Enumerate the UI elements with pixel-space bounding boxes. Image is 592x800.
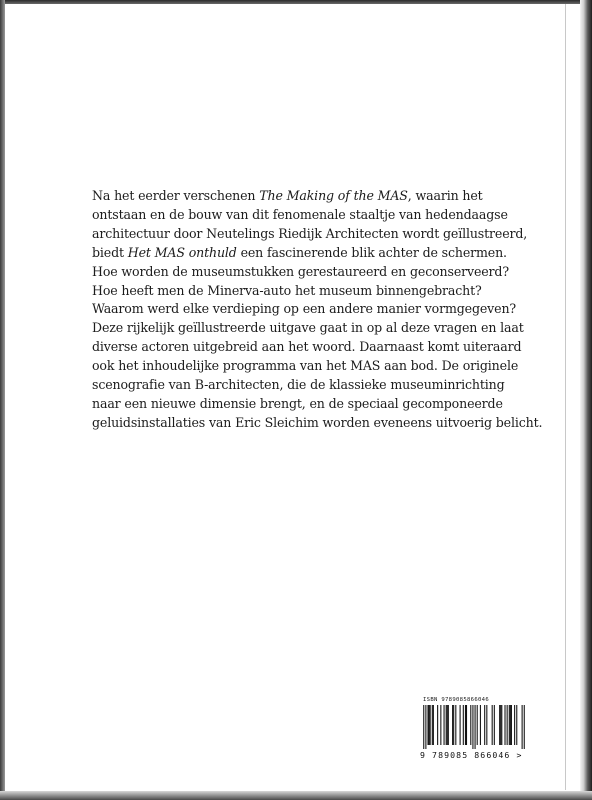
cover-bottom-edge [0,791,592,800]
blurb-line: scenografie van B-architecten, die de klassieke museuminrichting [92,377,505,393]
cover-spine-edge [580,0,592,800]
barcode-bar [437,705,438,745]
barcode-bar [463,705,464,745]
barcode-bar [514,705,515,745]
blurb-line: Hoe worden de museumstukken gerestaureerd en geconserveerd? [92,263,509,279]
barcode-bar [433,705,434,745]
blurb-line: Na het eerder verschenen The Making of the MAS, waarin het [92,188,483,203]
blurb-line: architectuur door Neutelings Riedijk Architecten wordt geïllustreerd, [92,225,528,241]
barcode-bar [440,705,441,745]
barcode-bar [423,705,424,749]
barcode-bar [447,705,448,745]
barcode-bar [509,705,510,745]
barcode-bar [501,705,502,745]
barcode-bar [452,705,453,745]
blurb-line: geluidsinstallaties van Eric Sleichim worden eveneens uitvoerig belicht. [92,414,543,430]
barcode-bar [446,705,447,745]
back-cover-blurb [92,187,543,433]
barcode-bar [465,705,466,745]
barcode-bars [420,705,528,749]
barcode-bar [472,705,473,749]
barcode-bar [504,705,505,745]
barcode-bar [475,705,476,749]
barcode-bar [524,705,525,749]
cover-fold-line [565,4,566,790]
isbn-label: ISBN 9789085866046 [423,697,490,703]
barcode-bar [455,705,456,745]
barcode-digits: 9 789085 866046 > [420,750,523,760]
barcode-bar [466,705,467,745]
barcode-bar [522,705,523,749]
isbn-barcode [420,697,530,760]
blurb-line: Waarom werd elke verdieping op een andere manier vormgegeven? [92,301,517,317]
blurb-line: naar een nieuwe dimensie brengt, en de speciaal gecomponeerde [92,395,503,411]
barcode-bar [486,705,487,745]
barcode-bar [444,705,445,745]
blurb-line: ook het inhoudelijke programma van het MAS aan bod. De originele [92,358,519,374]
barcode-bar [500,705,501,745]
blurb-line: biedt Het MAS onthuld een fascinerende blik achter de schermen. [92,244,507,260]
barcode-bar [470,705,471,745]
blurb-line: Deze rijkelijk geïllustreerde uitgave gaat in op al deze vragen en laat [92,320,524,336]
barcode-bar [453,705,454,745]
barcode-bar [499,705,500,745]
barcode-bar [427,705,428,745]
barcode-bar [448,705,449,745]
cover-left-edge [0,0,5,800]
barcode-bar [507,705,508,745]
barcode-bar [516,705,517,745]
blurb-line: diverse actoren uitgebreid aan het woord. Daarnaast komt uiteraard [92,339,522,355]
barcode-bar [430,705,431,745]
barcode-bar [477,705,478,745]
barcode-bar [432,705,433,745]
blurb-line: ontstaan en de bouw van dit fenomenale staaltje van hedendaagse [92,206,508,222]
barcode-bar [510,705,511,745]
barcode-bar [425,705,426,749]
barcode-bar [429,705,430,745]
barcode-bar [460,705,461,745]
cover-top-edge [0,0,592,4]
blurb-line: Hoe heeft men de Minerva-auto het museum binnengebracht? [92,282,482,298]
barcode-bar [511,705,512,745]
barcode-bar [480,705,481,745]
barcode-bar [492,705,493,745]
barcode-bar [484,705,485,745]
barcode-bar [494,705,495,745]
